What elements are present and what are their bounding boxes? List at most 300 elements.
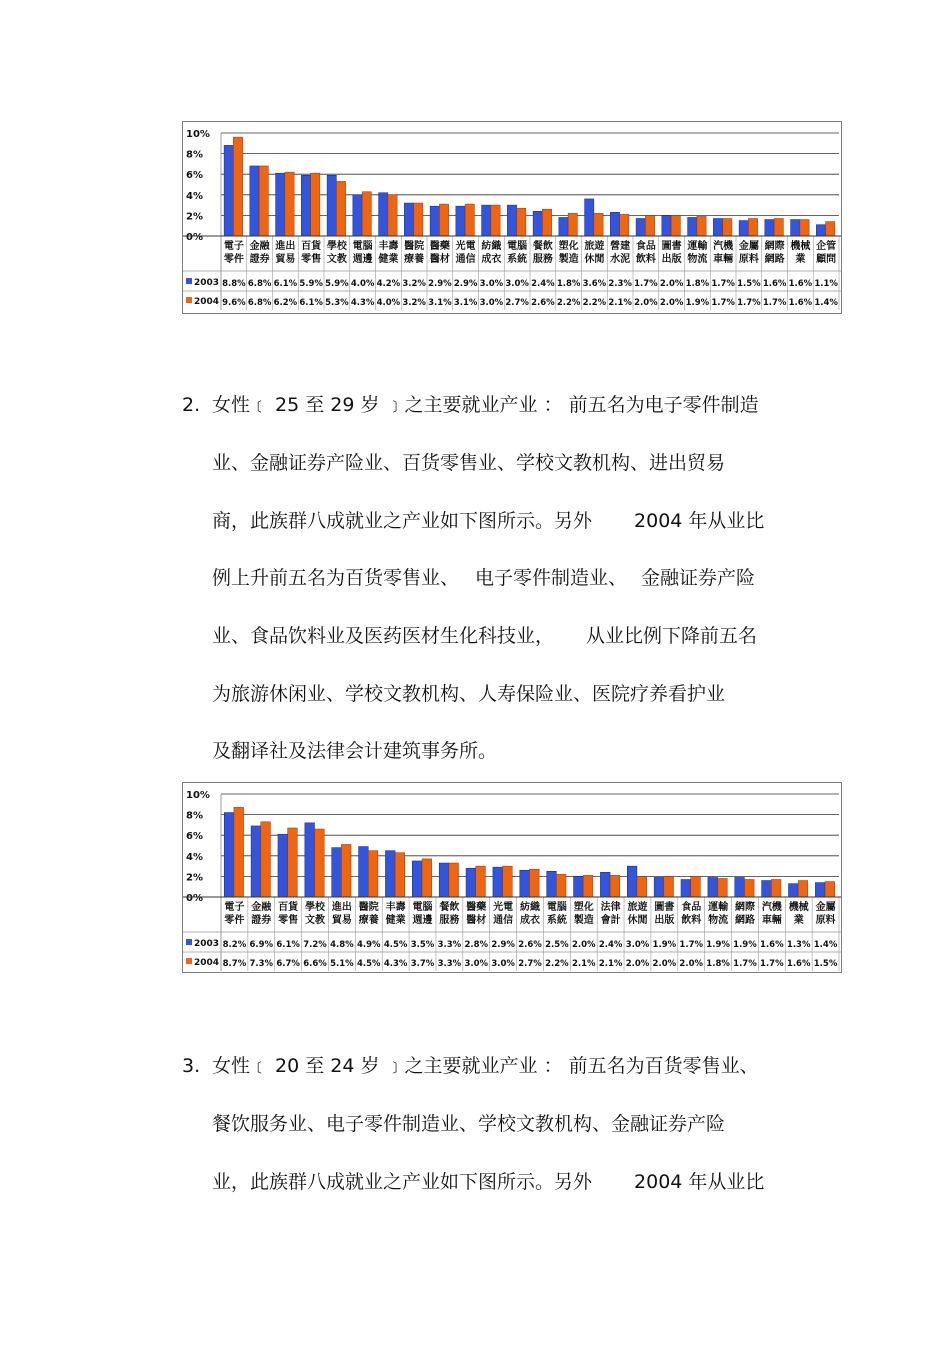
bar-2004 [476,866,486,897]
data-label-2003: 6.9% [249,940,274,950]
data-label-2003: 2.8% [464,940,489,950]
data-label-2003: 3.3% [437,940,462,950]
category-label: 成衣 [520,915,540,926]
bar-2003 [359,847,369,897]
bar-2003 [654,877,664,897]
bar-2004 [671,215,680,236]
data-label-2003: 6.1% [273,279,298,289]
bar-2004 [414,203,423,236]
category-label: 週邊 [412,915,433,926]
data-label-2004: 2.0% [652,959,677,969]
category-label: 製造 [558,254,579,265]
data-label-2003: 8.2% [222,940,247,950]
data-label-2004: 5.1% [330,959,354,969]
data-label-2003: 2.0% [659,279,684,289]
bar-2003 [278,834,288,897]
data-label-2004: 2.0% [679,959,704,969]
bar-2004 [697,216,706,236]
data-label-2004: 1.9% [685,298,710,308]
data-label-2004: 1.5% [813,959,838,969]
bar-2003 [507,205,516,236]
bar-2004 [825,882,835,897]
bar-2004 [744,879,754,897]
data-label-2004: 1.4% [814,298,838,308]
bar-2003 [224,145,233,236]
data-label-2004: 3.0% [479,298,504,308]
category-label: 文教 [326,254,347,265]
bar-2003 [739,221,748,236]
bar-2004 [491,205,500,236]
data-label-2003: 4.5% [383,940,408,950]
category-label: 旅遊 [627,902,648,913]
bar-2004 [583,875,593,897]
category-label: 旅遊 [584,241,605,252]
category-label: 療養 [404,254,425,265]
bar-2004 [259,166,268,236]
category-label: 汽機 [713,241,734,252]
bar-2003 [610,212,619,236]
bar-2003 [681,879,691,897]
y-tick-label: 2% [186,872,203,884]
bar-2003 [585,199,594,236]
category-label: 餐飲 [439,902,460,913]
data-label-2003: 1.9% [733,940,757,950]
text-line [212,1056,759,1076]
data-label-2003: 2.9% [491,940,515,950]
category-label: 學校 [326,241,347,252]
category-label: 運輸 [687,241,708,252]
employment-chart-1-svg [183,122,841,313]
bar-2004 [771,879,781,897]
category-label: 業 [793,915,804,926]
section-number: 2. [182,394,201,416]
data-label-2004: 2.0% [634,298,658,308]
bar-2004 [664,876,674,897]
data-label-2003: 2.0% [571,940,596,950]
text-line [212,1172,764,1192]
bar-2003 [412,861,422,897]
data-label-2004: 2.1% [598,959,623,969]
category-label: 通信 [455,254,476,265]
data-label-2003: 3.0% [625,940,650,950]
data-label-2004: 1.6% [786,959,811,969]
category-label: 企管 [816,241,837,252]
data-label-2004: 3.7% [410,959,435,969]
data-label-2004: 5.3% [325,298,349,308]
data-label-2004: 2.1% [608,298,632,308]
data-label-2003: 2.3% [608,279,632,289]
data-label-2003: 2.4% [531,279,555,289]
category-label: 電腦 [412,902,433,913]
category-label: 電子 [223,241,244,252]
bar-2004 [800,220,809,236]
text-run: 电子零件制造业、 [475,567,628,589]
bar-2003 [224,813,234,897]
bar-2003 [404,203,413,236]
legend-2004-label: 2004 [194,958,220,968]
data-label-2003: 1.8% [685,279,710,289]
bar-2003 [520,870,530,897]
category-label: 零售 [278,915,299,926]
bar-2003 [688,217,697,236]
category-label: 水泥 [610,254,631,265]
bar-2003 [456,206,465,236]
data-label-2003: 4.0% [350,279,375,289]
bar-2004 [341,844,351,897]
bar-2004 [556,874,566,897]
category-label: 食品 [681,902,702,913]
data-label-2004: 6.6% [303,959,327,969]
category-label: 會計 [600,915,621,926]
bar-2003 [735,877,745,897]
data-label-2004: 2.0% [659,298,684,308]
text-line [212,741,497,761]
data-label-2004: 2.0% [625,959,650,969]
data-label-2004: 2.1% [571,959,596,969]
bar-2004 [594,213,603,236]
category-label: 證券 [249,254,270,265]
data-label-2003: 2.6% [518,940,542,950]
bar-2003 [533,211,542,236]
bar-2003 [627,866,637,897]
legend-2004-swatch [186,297,192,303]
category-label: 光電 [455,241,476,252]
data-label-2003: 2.9% [453,279,478,289]
category-label: 機械 [788,902,809,913]
bar-2004 [234,807,244,897]
bar-2003 [559,217,568,236]
text-run: 及翻译社及法律会计建筑事务所。 [212,740,498,762]
category-label: 零件 [224,915,245,926]
data-label-2004: 4.0% [376,298,401,308]
data-label-2003: 1.6% [760,940,784,950]
category-label: 物流 [687,254,708,265]
y-tick-label: 6% [186,831,203,843]
y-tick-label: 8% [186,149,203,161]
data-label-2004: 9.6% [222,298,246,308]
bar-2004 [388,195,397,236]
category-label: 圖書 [661,241,682,252]
category-label: 圖書 [654,902,675,913]
data-label-2003: 1.9% [706,940,730,950]
text-run: 2004 年从业比 [634,510,765,532]
bar-2003 [762,881,772,897]
bar-2003 [765,220,774,236]
bar-2003 [385,851,395,897]
data-label-2004: 3.3% [437,959,462,969]
data-label-2003: 1.6% [762,279,787,289]
text-run: 商，此族群八成就业之产业如下图所示。另外 [212,510,593,532]
legend-2003-label: 2003 [194,939,220,949]
data-label-2004: 6.8% [247,298,272,308]
bar-2004 [422,859,432,897]
bar-2004 [336,181,345,236]
data-label-2004: 8.7% [222,959,247,969]
bar-2004 [288,828,298,897]
category-label: 丰壽 [378,241,399,252]
bar-2003 [276,173,285,236]
category-label: 療養 [358,915,379,926]
bar-2003 [547,871,557,897]
category-label: 電子 [224,902,245,913]
category-label: 進出 [331,902,352,913]
bar-2003 [379,193,388,236]
data-label-2004: 2.7% [505,298,529,308]
category-label: 休閒 [584,254,605,265]
category-label: 餐飲 [532,241,553,252]
category-label: 製造 [573,915,594,926]
category-label: 汽機 [761,902,782,913]
data-label-2003: 3.5% [410,940,435,950]
bar-2003 [662,215,671,236]
category-label: 服務 [439,915,460,926]
category-label: 文教 [305,915,326,926]
category-label: 網際 [734,902,755,913]
text-line [212,1114,725,1134]
data-label-2004: 3.0% [491,959,515,969]
category-label: 醫材 [429,254,450,265]
data-label-2004: 3.1% [453,298,478,308]
category-label: 出版 [661,254,682,265]
data-label-2004: 6.1% [299,298,323,308]
text-line [212,626,757,646]
category-label: 金屬 [815,902,836,913]
bar-2003 [788,884,798,897]
data-label-2003: 1.7% [634,279,658,289]
data-label-2004: 3.1% [428,298,452,308]
data-label-2003: 2.9% [428,279,452,289]
text-run: 金融证券产险 [641,567,756,589]
data-label-2004: 7.3% [249,959,274,969]
bar-2004 [748,218,757,236]
data-label-2003: 4.2% [376,279,401,289]
category-label: 休閒 [627,915,648,926]
data-label-2004: 4.5% [356,959,381,969]
category-label: 紡織 [481,241,502,252]
bar-2004 [315,829,325,897]
bar-2004 [691,876,701,897]
bar-2004 [503,866,513,897]
category-label: 醫藥 [429,241,450,252]
y-tick-label: 6% [186,170,203,182]
data-label-2003: 2.5% [545,940,569,950]
bar-2003 [301,175,310,236]
text-line [212,511,764,531]
category-label: 醫藥 [466,902,487,913]
text-line [212,395,759,415]
y-tick-label: 8% [186,810,203,822]
data-label-2003: 5.9% [299,279,323,289]
category-label: 健業 [385,915,406,926]
category-label: 成衣 [481,254,502,265]
category-label: 食品 [635,241,656,252]
data-label-2004: 1.6% [788,298,813,308]
data-label-2004: 4.3% [383,959,408,969]
legend-2004-swatch [186,958,192,964]
data-label-2004: 6.2% [273,298,298,308]
category-label: 原料 [738,254,759,265]
bar-2003 [600,872,610,897]
bar-2004 [362,192,371,236]
data-label-2003: 5.9% [325,279,349,289]
category-label: 車輛 [761,915,782,926]
data-label-2004: 4.3% [350,298,375,308]
bar-2003 [791,220,800,236]
category-label: 零售 [301,254,322,265]
bar-2003 [327,175,336,236]
category-label: 網路 [734,915,755,926]
bar-2003 [305,823,315,897]
category-label: 飲料 [635,254,656,265]
text-line [212,684,725,704]
bar-2003 [466,868,476,897]
text-run: 业、食品饮料业及医药医材生化科技业， [212,625,555,647]
bar-2004 [449,863,459,897]
y-tick-label: 10% [186,129,210,140]
data-label-2003: 1.7% [711,279,735,289]
data-label-2003: 6.8% [247,279,272,289]
data-label-2003: 1.9% [652,940,677,950]
category-label: 電腦 [507,241,528,252]
category-label: 系統 [507,254,528,265]
data-label-2003: 1.3% [786,940,811,950]
category-label: 塑化 [573,902,594,913]
data-label-2004: 3.0% [464,959,489,969]
data-label-2003: 4.9% [356,940,381,950]
data-label-2004: 1.7% [711,298,735,308]
category-label: 電腦 [352,241,373,252]
data-label-2003: 3.0% [505,279,529,289]
data-label-2003: 3.2% [402,279,426,289]
data-label-2003: 4.8% [330,940,354,950]
category-label: 醫院 [358,902,379,913]
section-number: 3. [182,1055,201,1077]
category-label: 系統 [546,915,567,926]
bar-2004 [542,209,551,236]
category-label: 營建 [610,241,631,252]
employment-chart-1 [182,121,842,314]
data-label-2003: 1.6% [788,279,813,289]
data-label-2003: 1.8% [556,279,581,289]
bar-2004 [620,214,629,236]
bar-2004 [637,876,647,897]
category-label: 網際 [764,241,785,252]
category-label: 金融 [249,241,270,252]
bar-2003 [250,166,259,236]
data-label-2004: 1.7% [733,959,757,969]
category-label: 光電 [493,902,514,913]
data-label-2004: 1.7% [760,959,784,969]
bar-2003 [430,206,439,236]
data-label-2004: 2.2% [582,298,607,308]
data-label-2003: 1.1% [814,279,838,289]
text-run: 从业比例下降前五名 [586,625,758,647]
data-label-2004: 6.7% [276,959,300,969]
bar-2004 [826,222,835,236]
bar-2003 [815,883,825,897]
category-label: 零件 [223,254,244,265]
data-label-2003: 3.0% [479,279,504,289]
category-label: 證券 [251,915,272,926]
bar-2004 [610,875,620,897]
y-tick-label: 4% [186,190,203,202]
category-label: 車輛 [713,254,734,265]
data-label-2004: 2.2% [556,298,581,308]
legend-2003-swatch [186,278,192,284]
data-label-2004: 1.7% [762,298,787,308]
category-label: 法律 [600,902,621,913]
category-label: 業 [795,254,806,265]
data-label-2004: 1.8% [706,959,730,969]
category-label: 塑化 [558,241,579,252]
category-label: 健業 [378,254,399,265]
bar-2004 [529,869,539,897]
bar-2004 [395,853,405,897]
category-label: 通信 [493,915,514,926]
category-label: 出版 [654,915,675,926]
bar-2003 [708,877,718,897]
bar-2003 [482,205,491,236]
category-label: 貿易 [331,915,352,926]
bar-2004 [568,213,577,236]
employment-chart-2 [182,782,842,973]
data-label-2004: 2.6% [531,298,555,308]
category-label: 金屬 [738,241,759,252]
legend-2004-label: 2004 [194,297,220,307]
data-label-2003: 6.1% [276,940,300,950]
bar-2003 [353,195,362,236]
category-label: 百貨 [301,241,322,252]
category-label: 週邊 [352,254,373,265]
bar-2004 [233,137,242,236]
category-label: 金融 [251,902,272,913]
bar-2004 [261,822,271,897]
bar-2003 [251,826,261,897]
bar-2004 [645,215,654,236]
category-label: 飲料 [681,915,702,926]
data-label-2003: 1.5% [737,279,761,289]
category-label: 百貨 [278,902,299,913]
bar-2003 [439,863,449,897]
bar-2004 [311,173,320,236]
category-label: 丰壽 [385,902,406,913]
bar-2004 [718,878,728,897]
bar-2003 [493,867,503,897]
category-label: 網路 [764,254,785,265]
data-label-2004: 1.7% [737,298,761,308]
data-label-2004: 2.2% [545,959,569,969]
category-label: 物流 [708,915,729,926]
bar-2004 [368,851,378,897]
data-label-2003: 1.4% [813,940,838,950]
text-line [212,568,755,588]
category-label: 服務 [532,254,553,265]
employment-chart-2-svg [183,783,841,972]
bar-2004 [798,881,808,897]
category-label: 機械 [790,241,811,252]
category-label: 運輸 [708,902,729,913]
text-run: 女性﹝ 20 至 24 岁 ﹞之主要就业产业 ： 前五名为百货零售业、 [212,1055,759,1077]
bar-2003 [574,876,584,897]
category-label: 進出 [275,241,296,252]
text-run: 女性﹝ 25 至 29 岁 ﹞之主要就业产业 ： 前五名为电子零件制造 [212,394,759,416]
category-label: 電腦 [546,902,567,913]
category-label: 顧問 [816,254,837,265]
text-run: 例上升前五名为百货零售业、 [212,567,460,589]
y-tick-label: 4% [186,851,203,863]
y-tick-label: 0% [186,232,203,243]
bar-2003 [636,218,645,236]
